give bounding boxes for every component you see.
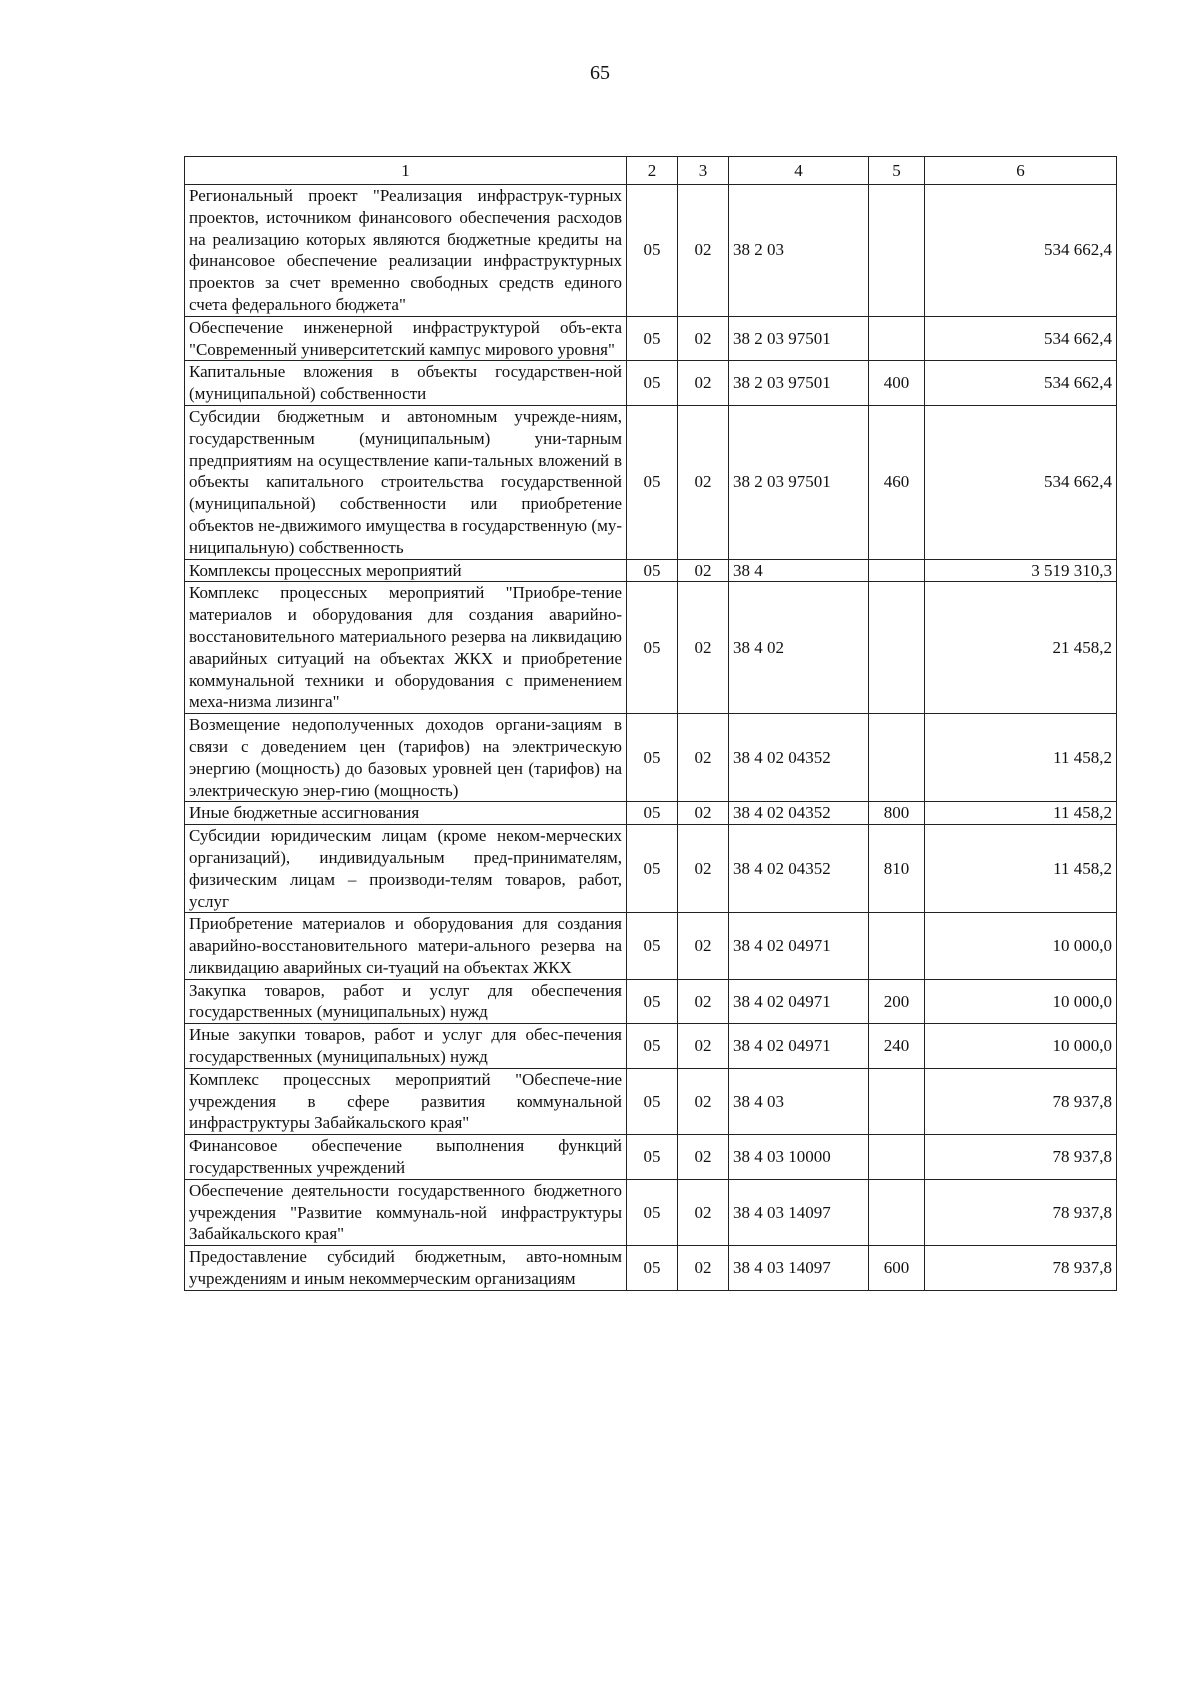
subsection-code: 02 (678, 913, 729, 979)
section-code: 05 (627, 1179, 678, 1245)
item-name: Капитальные вложения в объекты государствен-ной (муниципальной) собственности (185, 361, 627, 406)
item-name: Комплекс процессных мероприятий "Обеспече-ние учреждения в сфере развития коммунальной инфраструктуры Забайкальского края" (185, 1068, 627, 1134)
expense-type-code: 400 (869, 361, 925, 406)
target-article-code: 38 4 02 (729, 582, 869, 714)
subsection-code: 02 (678, 185, 729, 317)
item-name: Комплексы процессных мероприятий (185, 559, 627, 582)
item-name: Приобретение материалов и оборудования для создания аварийно-восстановительного матери-ального резерва на ликвидацию аварийных си-туаций на объектах ЖКХ (185, 913, 627, 979)
column-header-3: 3 (678, 157, 729, 185)
target-article-code: 38 4 03 14097 (729, 1179, 869, 1245)
section-code: 05 (627, 1135, 678, 1180)
amount: 21 458,2 (925, 582, 1117, 714)
subsection-code: 02 (678, 802, 729, 825)
table-row (185, 559, 1117, 582)
target-article-code: 38 2 03 97501 (729, 361, 869, 406)
section-code: 05 (627, 979, 678, 1024)
table-row (185, 1135, 1117, 1180)
amount: 11 458,2 (925, 802, 1117, 825)
item-name: Региональный проект "Реализация инфраструк-турных проектов, источником финансового обеспечения расходов на реализацию которых являются бюджетные кредиты на финансовое обеспечение реализации инфраструктурных проектов за счет временно свободных средств единого счета федерального бюджета" (185, 185, 627, 317)
item-name: Обеспечение инженерной инфраструктурой объ-екта "Современный университетский кампус мирового уровня" (185, 316, 627, 361)
target-article-code: 38 4 02 04971 (729, 979, 869, 1024)
section-code: 05 (627, 913, 678, 979)
item-name: Возмещение недополученных доходов органи-зациям в связи с доведением цен (тарифов) на электрическую энергию (мощность) до базовых уровней цен (тарифов) на электрическую энер-гию (мощность) (185, 714, 627, 802)
expense-type-code (869, 559, 925, 582)
target-article-code: 38 4 03 10000 (729, 1135, 869, 1180)
table-row (185, 185, 1117, 317)
expense-type-code (869, 185, 925, 317)
subsection-code: 02 (678, 825, 729, 913)
expense-type-code: 460 (869, 405, 925, 559)
expense-type-code (869, 316, 925, 361)
column-header-1: 1 (185, 157, 627, 185)
target-article-code: 38 4 (729, 559, 869, 582)
amount: 534 662,4 (925, 185, 1117, 317)
table-row (185, 825, 1117, 913)
amount: 534 662,4 (925, 361, 1117, 406)
subsection-code: 02 (678, 979, 729, 1024)
column-header-4: 4 (729, 157, 869, 185)
section-code: 05 (627, 559, 678, 582)
item-name: Финансовое обеспечение выполнения функций государственных учреждений (185, 1135, 627, 1180)
expense-type-code: 810 (869, 825, 925, 913)
subsection-code: 02 (678, 1135, 729, 1180)
expense-type-code (869, 913, 925, 979)
subsection-code: 02 (678, 361, 729, 406)
expense-type-code (869, 1179, 925, 1245)
header-row (185, 157, 1117, 185)
table-row (185, 979, 1117, 1024)
amount: 534 662,4 (925, 316, 1117, 361)
table-row (185, 1246, 1117, 1291)
section-code: 05 (627, 1024, 678, 1069)
column-header-6: 6 (925, 157, 1117, 185)
subsection-code: 02 (678, 1068, 729, 1134)
amount: 78 937,8 (925, 1135, 1117, 1180)
subsection-code: 02 (678, 1179, 729, 1245)
expense-type-code: 200 (869, 979, 925, 1024)
section-code: 05 (627, 1068, 678, 1134)
table-row (185, 361, 1117, 406)
section-code: 05 (627, 802, 678, 825)
subsection-code: 02 (678, 1246, 729, 1291)
table-row (185, 1068, 1117, 1134)
table-row (185, 714, 1117, 802)
subsection-code: 02 (678, 559, 729, 582)
amount: 11 458,2 (925, 825, 1117, 913)
expense-type-code: 240 (869, 1024, 925, 1069)
subsection-code: 02 (678, 1024, 729, 1069)
amount: 10 000,0 (925, 1024, 1117, 1069)
amount: 78 937,8 (925, 1179, 1117, 1245)
column-header-5: 5 (869, 157, 925, 185)
table-row (185, 582, 1117, 714)
subsection-code: 02 (678, 405, 729, 559)
item-name: Комплекс процессных мероприятий "Приобре-тение материалов и оборудования для создания аварийно-восстановительного материального резерва на ликвидацию аварийных ситуаций на объектах ЖКХ и приобретение коммунальной техники и оборудования с применением меха-низма лизинга" (185, 582, 627, 714)
item-name: Закупка товаров, работ и услуг для обеспечения государственных (муниципальных) нужд (185, 979, 627, 1024)
expense-type-code: 800 (869, 802, 925, 825)
item-name: Иные закупки товаров, работ и услуг для обес-печения государственных (муниципальных) нужд (185, 1024, 627, 1069)
subsection-code: 02 (678, 582, 729, 714)
column-header-2: 2 (627, 157, 678, 185)
expense-type-code: 600 (869, 1246, 925, 1291)
target-article-code: 38 4 03 (729, 1068, 869, 1134)
expense-type-code (869, 714, 925, 802)
section-code: 05 (627, 825, 678, 913)
expense-type-code (869, 1068, 925, 1134)
table-row (185, 1024, 1117, 1069)
section-code: 05 (627, 185, 678, 317)
table-row (185, 1179, 1117, 1245)
amount: 10 000,0 (925, 979, 1117, 1024)
amount: 78 937,8 (925, 1068, 1117, 1134)
amount: 10 000,0 (925, 913, 1117, 979)
target-article-code: 38 2 03 (729, 185, 869, 317)
item-name: Субсидии юридическим лицам (кроме неком-мерческих организаций), индивидуальным пред-принимателям, физическим лицам – производи-телям товаров, работ, услуг (185, 825, 627, 913)
section-code: 05 (627, 316, 678, 361)
subsection-code: 02 (678, 316, 729, 361)
table-row (185, 802, 1117, 825)
target-article-code: 38 4 02 04352 (729, 802, 869, 825)
expense-type-code (869, 1135, 925, 1180)
subsection-code: 02 (678, 714, 729, 802)
target-article-code: 38 4 02 04352 (729, 825, 869, 913)
amount: 11 458,2 (925, 714, 1117, 802)
item-name: Иные бюджетные ассигнования (185, 802, 627, 825)
section-code: 05 (627, 582, 678, 714)
target-article-code: 38 4 02 04971 (729, 1024, 869, 1069)
page-number: 65 (590, 62, 610, 84)
expense-type-code (869, 582, 925, 714)
target-article-code: 38 4 03 14097 (729, 1246, 869, 1291)
table-row (185, 913, 1117, 979)
target-article-code: 38 4 02 04971 (729, 913, 869, 979)
section-code: 05 (627, 1246, 678, 1291)
table-row (185, 316, 1117, 361)
budget-table (184, 156, 1117, 1291)
item-name: Субсидии бюджетным и автономным учрежде-ниям, государственным (муниципальным) уни-тарным предприятиям на осуществление капи-тальных вложений в объекты капитального строительства государственной (муниципальной) собственности или приобретение объектов не-движимого имущества в государственную (му-ниципальную) собственность (185, 405, 627, 559)
section-code: 05 (627, 714, 678, 802)
amount: 534 662,4 (925, 405, 1117, 559)
section-code: 05 (627, 405, 678, 559)
item-name: Предоставление субсидий бюджетным, авто-номным учреждениям и иным некоммерческим организациям (185, 1246, 627, 1291)
amount: 78 937,8 (925, 1246, 1117, 1291)
section-code: 05 (627, 361, 678, 406)
item-name: Обеспечение деятельности государственного бюджетного учреждения "Развитие коммуналь-ной инфраструктуры Забайкальского края" (185, 1179, 627, 1245)
table-row (185, 405, 1117, 559)
target-article-code: 38 2 03 97501 (729, 405, 869, 559)
target-article-code: 38 2 03 97501 (729, 316, 869, 361)
target-article-code: 38 4 02 04352 (729, 714, 869, 802)
amount: 3 519 310,3 (925, 559, 1117, 582)
